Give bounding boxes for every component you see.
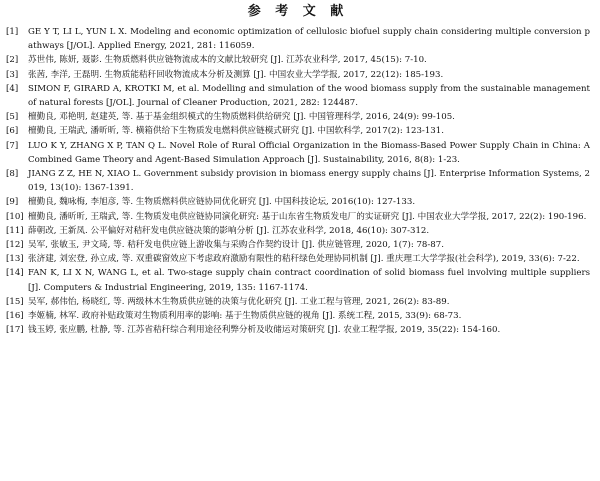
reference-number: [13] [6, 254, 24, 265]
reference-text: SIMON F, GIRARD A, KROTKI M, et al. Modelling and simulation of the wood biomass supply from the sustainable management of natural forests [J/OL]. Journal of Cleaner Production, 2021, 282: 124487. [28, 83, 590, 109]
reference-text: JIANG Z Z, HE N, XIAO L. Government subsidy provision in biomass energy supply chains [J]. Enterprise Information Systems, 2019, 13(10): 1367-1391. [28, 169, 590, 194]
reference-item [6, 224, 590, 238]
reference-number: [14] [6, 268, 24, 279]
references-heading: 参 考 文 献 [247, 4, 349, 19]
reference-number: [8] [6, 169, 19, 180]
reference-item [6, 139, 590, 167]
reference-text: 薛朝改, 王新凤. 公平偏好对秸秆发电供应链决策的影响分析 [J]. 江苏农业科学, 2018, 46(10): 307-312. [28, 225, 430, 236]
reference-number: [6] [6, 126, 19, 137]
reference-item [6, 124, 590, 138]
reference-item [6, 295, 590, 309]
reference-item [6, 25, 590, 53]
reference-number: [15] [6, 296, 24, 307]
reference-item [6, 252, 590, 266]
reference-item [6, 266, 590, 294]
reference-number: [5] [6, 112, 19, 123]
reference-text: 檀勤良, 邓艳明, 赵建英, 等. 基于基金组织模式的生物质燃料供给研究 [J]. 中国管理科学, 2016, 24(9): 99-105. [28, 112, 455, 123]
reference-number: [4] [6, 83, 19, 94]
reference-item [6, 309, 590, 323]
reference-text: 檀勤良, 王瑞武, 潘昕昕, 等. 横箱供给下生物质发电燃料供应链模式研究 [J]. 中国软科学, 2017(2): 123-131. [28, 126, 444, 137]
reference-number: [9] [6, 197, 19, 208]
reference-list [6, 25, 590, 337]
reference-number: [7] [6, 140, 19, 151]
reference-number: [3] [6, 69, 19, 80]
reference-number: [17] [6, 325, 24, 336]
reference-item [6, 82, 590, 110]
reference-number: [16] [6, 311, 24, 322]
reference-item [6, 53, 590, 67]
reference-text: 吴军, 张敏玉, 尹文琦, 等. 秸秆发电供应链上游收集与采购合作契约设计 [J]. 供应链管理, 2020, 1(7): 78-87. [28, 240, 444, 251]
reference-text: 张茜, 李洋, 王磊明. 生物质能秸秆回收物流成本分析及测算 [J]. 中国农业大学学报, 2017, 22(12): 185-193. [28, 69, 444, 80]
reference-number: [11] [6, 225, 24, 236]
reference-number: [12] [6, 240, 24, 251]
reference-number: [10] [6, 211, 24, 222]
reference-text: 檀勤良, 魏咏梅, 李旭彦, 等. 生物质燃料供应链协同优化研究 [J]. 中国科技论坛, 2016(10): 127-133. [28, 197, 416, 208]
reference-text: 钱玉婷, 张应鹏, 杜静, 等. 江苏省秸秆综合利用途径利弊分析及收储运对策研究 [J]. 农业工程学报, 2019, 35(22): 154-160. [28, 325, 501, 336]
reference-text: GE Y T, LI L, YUN L X. Modeling and economic optimization of cellulosic biofuel supply chain considering multiple conversion pathways [J/OL]. Applied Energy, 2021, 281: 116059. [28, 27, 590, 52]
reference-item [6, 68, 590, 82]
reference-item [6, 195, 590, 209]
reference-text: 檀勤良, 潘昕昕, 王瑞武, 等. 生物质发电供应链协同演化研究: 基于山东省生物质发电厂的实证研究 [J]. 中国农业大学学报, 2017, 22(2): 190-196. [28, 211, 587, 222]
reference-text: FAN K, LI X N, WANG L, et al. Two-stage supply chain contract coordination of solid biomass fuel involving multiple suppliers [J]. Computers & Industrial Engineering, 2019, 135: 1167-1174. [28, 268, 590, 293]
reference-text: 苏世伟, 陈妍, 聂影. 生物质燃料供应链物流成本的文献比较研究 [J]. 江苏农业科学, 2017, 45(15): 7-10. [28, 55, 427, 66]
reference-item [6, 167, 590, 195]
reference-text: 张济建, 刘宏登, 孙立成, 等. 双重碳窗效应下考虑政府激励有限性的秸秆绿色处理协同机制 [J]. 重庆理工大学学报(社会科学), 2019, 33(6): 7-22. [28, 254, 580, 265]
reference-number: [2] [6, 55, 19, 66]
reference-number: [1] [6, 27, 19, 37]
reference-item [6, 323, 590, 337]
reference-item [6, 110, 590, 124]
reference-item [6, 238, 590, 252]
reference-text: 吴军, 郝伟怡, 杨晓红, 等. 两级林木生物质供应链的决策与优化研究 [J]. 工业工程与管理, 2021, 26(2): 83-89. [28, 296, 450, 307]
reference-item [6, 210, 590, 224]
reference-text: 李姬楠, 林军. 政府补贴政策对生物质利用率的影响: 基于生物质供应链的视角 [J]. 系统工程, 2015, 33(9): 68-73. [28, 311, 462, 322]
reference-text: LUO K Y, ZHANG X P, TAN Q L. Novel Role of Rural Official Organization in the Biomass-Based Power Supply Chain in China: A Combined Game Theory and Agent-Based Simulation Approach [J]. Sustainability, 2016, 8(8): 1-23. [28, 140, 590, 165]
